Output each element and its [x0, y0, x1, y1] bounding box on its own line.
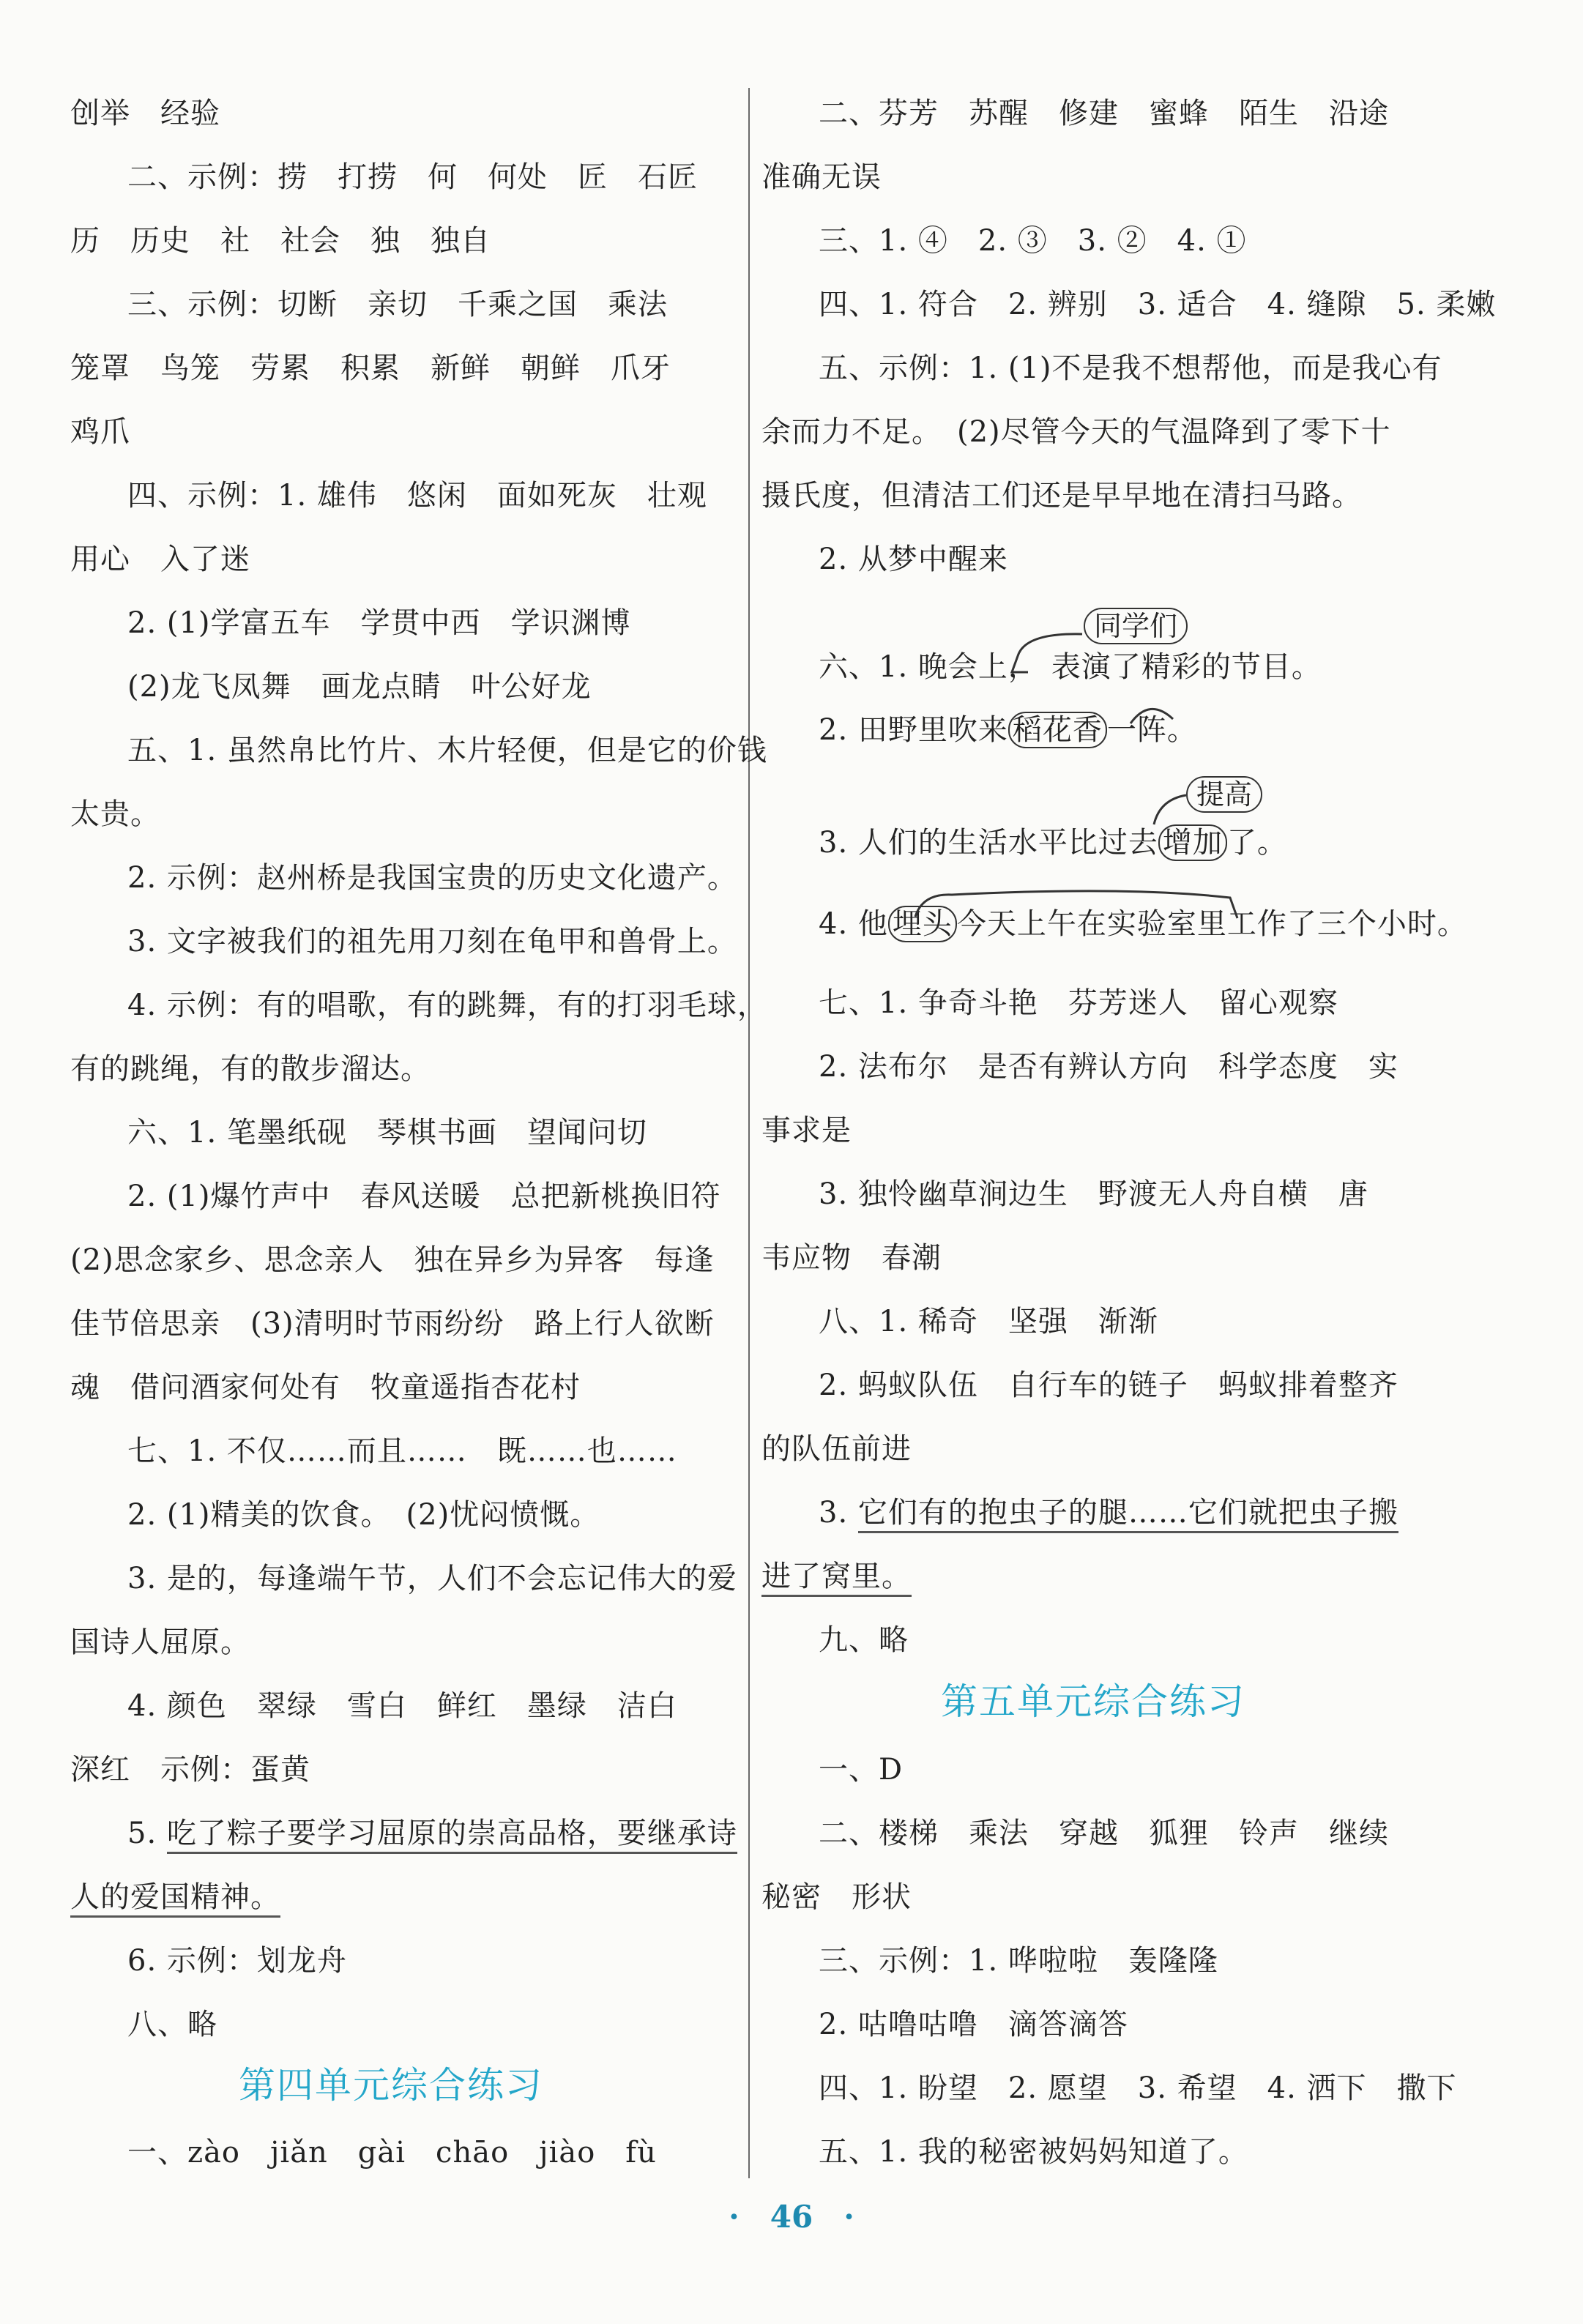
text-line: 深红 示例：蛋黄: [70, 1753, 310, 1787]
text-line: [70, 1879, 280, 1915]
section-heading: 第五单元综合练习: [941, 1680, 1245, 1723]
text-line: 三、示例：1. 哗啦啦 轰隆隆: [819, 1944, 1218, 1978]
text-line: 八、略: [127, 2008, 217, 2041]
text-line: 的队伍前进: [761, 1432, 912, 1466]
text-line: (2)思念家乡、思念亲人 独在异乡为异客 每逢: [70, 1243, 715, 1277]
text-line: 2. (1)精美的饮食。 (2)忧闷愤慨。: [127, 1498, 600, 1532]
text-line: 二、示例：捞 打捞 何 何处 匠 石匠: [127, 160, 698, 194]
text-line: 4. 颜色 翠绿 雪白 鲜红 墨绿 洁白: [127, 1689, 677, 1723]
text-line: 太贵。: [70, 797, 160, 831]
text-line: [761, 824, 1287, 861]
text-line: 四、1. 盼望 2. 愿望 3. 希望 4. 洒下 撒下: [819, 2071, 1457, 2105]
text-line: 国诗人屈原。: [70, 1625, 250, 1659]
text-line: 六、1. 笔墨纸砚 琴棋书画 望闻问切: [127, 1116, 647, 1150]
text-line: 笼罩 鸟笼 劳累 积累 新鲜 朝鲜 爪牙: [70, 351, 671, 385]
text-line: (2)龙飞凤舞 画龙点睛 叶公好龙: [127, 670, 592, 704]
text-line: 魂 借问酒家何处有 牧童遥指杏花村: [70, 1371, 581, 1404]
sentence-part: 2. 田野里吹来: [819, 713, 1008, 747]
swap-mark-icon: [1128, 701, 1179, 731]
text-line: 6. 示例：划龙舟: [127, 1944, 347, 1978]
inserted-word-bubble: 同学们: [1084, 608, 1188, 644]
text-line: 四、示例：1. 雄伟 悠闲 面如死灰 壮观: [127, 479, 707, 513]
text-line: 七、1. 不仅……而且…… 既……也……: [127, 1434, 677, 1468]
text-line: 3. 独怜幽草涧边生 野渡无人舟自横 唐: [819, 1177, 1368, 1211]
text-line: 4. 示例：有的唱歌，有的跳舞，有的打羽毛球，: [127, 988, 767, 1022]
circled-word: 埋头: [888, 906, 957, 942]
sentence-part: 工作了三个小时。: [1226, 907, 1467, 941]
text-line: 九、略: [819, 1623, 909, 1657]
text-line: 2. (1)学富五车 学贯中西 学识渊博: [127, 606, 631, 640]
underlined-answer: 吃了粽子要学习屈原的崇高品格，要继承诗: [167, 1817, 737, 1854]
text-line: 秘密 形状: [761, 1880, 912, 1914]
underlined-answer: 它们有的抱虫子的腿……它们就把虫子搬: [858, 1496, 1398, 1533]
column-divider: [748, 88, 750, 2178]
text-line: 准确无误: [761, 160, 882, 194]
text-line: 用心 入了迷: [70, 543, 250, 576]
section-heading: 第四单元综合练习: [239, 2064, 543, 2107]
sentence-part: 六、1. 晚会上，: [819, 650, 1038, 684]
text-line: 二、楼梯 乘法 穿越 狐狸 铃声 继续: [819, 1817, 1389, 1850]
text-line: 余而力不足。 (2)尽管今天的气温降到了零下十: [761, 415, 1391, 449]
text-line: [761, 1494, 1398, 1531]
text-line: 佳节倍思亲 (3)清明时节雨纷纷 路上行人欲断: [70, 1307, 715, 1341]
text-line: 2. 法布尔 是否有辨认方向 科学态度 实: [819, 1050, 1398, 1084]
text-line: 事求是: [761, 1114, 852, 1147]
text-line: 3. 文字被我们的祖先用刀刻在龟甲和兽骨上。: [127, 925, 737, 958]
text-line: 摄氏度，但清洁工们还是早早地在清扫马路。: [761, 479, 1362, 513]
text-line: [70, 1815, 737, 1852]
replacement-word-bubble: 提高: [1186, 776, 1262, 813]
text-line: 鸡爪: [70, 415, 130, 449]
sentence-part: 一阵。: [1106, 713, 1197, 747]
text-line: 一、zào jiǎn gài chāo jiào fù: [127, 2136, 657, 2170]
text-line: 创举 经验: [70, 97, 220, 130]
text-line: [761, 649, 1322, 685]
page-number: · 46 ·: [729, 2199, 854, 2235]
text-line: 2. 示例：赵州桥是我国宝贵的历史文化遗产。: [127, 861, 737, 895]
sentence-part: 4. 他: [819, 907, 888, 941]
text-line: [761, 1558, 912, 1595]
move-mark-icon: [908, 887, 1245, 924]
text-line: 八、1. 稀奇 坚强 渐渐: [819, 1305, 1158, 1338]
underlined-answer: 进了窝里。: [761, 1560, 912, 1597]
sentence-part: 3. 人们的生活水平比过去: [819, 826, 1158, 860]
text-line: 2. (1)爆竹声中 春风送暖 总把新桃换旧符: [127, 1180, 721, 1213]
text-line: 四、1. 符合 2. 辨别 3. 适合 4. 缝隙 5. 柔嫩: [819, 288, 1497, 321]
circled-word: 稻花香: [1008, 712, 1107, 748]
sentence-part: 了。: [1226, 826, 1287, 860]
underlined-answer: 人的爱国精神。: [70, 1880, 280, 1918]
sentence-part: 表演了精彩的节目。: [1051, 650, 1322, 684]
sentence-part: 今天上午在实验室里: [956, 907, 1227, 941]
text-line: 三、示例：切断 亲切 千乘之国 乘法: [127, 288, 668, 321]
text-line: 二、芬芳 苏醒 修建 蜜蜂 陌生 沿途: [819, 97, 1389, 130]
text-line: 2. 从梦中醒来: [819, 543, 1008, 576]
text-line: 五、1. 虽然帛比竹片、木片轻便，但是它的价钱: [127, 734, 767, 767]
item-number: 5.: [127, 1817, 167, 1850]
text-line: 历 历史 社 社会 独 独自: [70, 224, 491, 258]
text-line: 五、1. 我的秘密被妈妈知道了。: [819, 2135, 1248, 2169]
text-line: 一、D: [819, 1753, 904, 1787]
text-line: 五、示例：1. (1)不是我不想帮他，而是我心有: [819, 351, 1442, 385]
text-line: 2. 咕噜咕噜 滴答滴答: [819, 2008, 1128, 2041]
text-line: 三、1. ④ 2. ③ 3. ② 4. ①: [819, 224, 1247, 258]
text-line: 有的跳绳，有的散步溜达。: [70, 1052, 431, 1086]
text-line: 七、1. 争奇斗艳 芬芳迷人 留心观察: [819, 986, 1338, 1020]
text-line: 2. 蚂蚁队伍 自行车的链子 蚂蚁排着整齐: [819, 1368, 1398, 1402]
item-number: 3.: [819, 1496, 858, 1530]
text-line: 3. 是的，每逢端午节，人们不会忘记伟大的爱: [127, 1562, 737, 1595]
text-line: 韦应物 春潮: [761, 1241, 942, 1275]
circled-word: 增加: [1158, 824, 1227, 861]
